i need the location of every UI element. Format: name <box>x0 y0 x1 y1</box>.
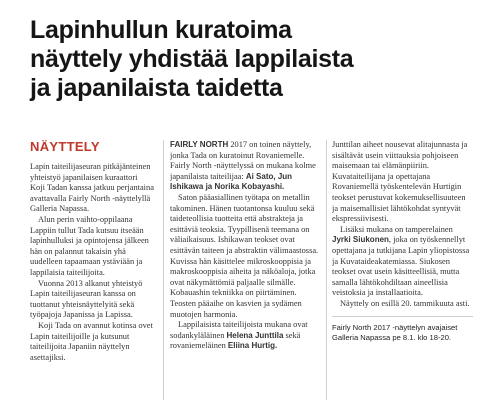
headline-line-2: näyttely yhdistää lappilaista <box>30 45 354 73</box>
article-headline <box>30 16 460 103</box>
paragraph: Junttilan aiheet nousevat alitajunnasta ja sisältävät usein viittauksia pohjoiseen maisemaan tai elämänpiiriin. Kuvataiteilijana ja opettajana Rovaniemellä työskentelevän Hurtigin teokset perustuvat kokemuksellisuuteen ja maisemallisiet lähtökohdat syntyvät ekspressiivisesti. <box>332 140 468 224</box>
artist-name: Helena Junttila <box>226 330 284 340</box>
headline-line-1: Lapinhullun kuratoima <box>30 16 292 44</box>
text-run: 2017 on toinen näyttely, jonka Tada on kuratoinut Rovaniemelle. Fairly North -näyttelyssä on mukana kolme japanilaista taiteilijaa: <box>170 140 316 181</box>
paragraph <box>170 320 320 352</box>
paragraph: Saton pääasiallinen työtapa on metallin takominen. Hänen tuotantonsa kuuluu sekä taideteollisia tuotteita että abstrakteja ja esittäviä teoksia. Tyypillisenä teemana on väliaikaisuus. Ishikawan teokset ovat esittävän taiteen ja abstraktin välimaastossa. Kuvissa hän käsittelee mikroskooppisia ja makroskooppisia aiheita ja näköaloja, jotka ovat näkymättömiä paljaalle silmälle. Kobauashin tekniikka on piirtäminen. Teosten pääaihe on kasvien ja sydämen muotojen harmonia. <box>170 192 319 319</box>
paragraph <box>170 140 320 193</box>
column-2 <box>170 140 320 400</box>
article-body <box>30 140 470 400</box>
paragraph: Vuonna 2013 alkanut yhteistyö Lapin taiteilijaseuran kanssa on tuottanut yhteisnäyttelyitä sekä työpajoja Japanissa ja Lapissa. <box>30 278 143 320</box>
text-run: , joka on työskennellyt opettajana ja tutkijana Lapin yliopistossa ja Kuvataideakatemiassa. Siukosen teokset ovat usein käsitteellisiä, mutta samalla lähtökohdiltaan aineellisia veistoksia ja installaatioita. <box>332 235 470 298</box>
column-divider <box>326 140 327 400</box>
column-3 <box>332 140 473 400</box>
caption-divider <box>332 316 473 317</box>
paragraph: Lapin taiteilijaseuran pitkäjänteinen yhteistyö japanilaisen kuraattori Koji Tadan kanssa jatkuu perjantaina avattavalla Fairly North -näyttelyllä Galleria Napassa. <box>30 162 154 214</box>
event-caption: Fairly North 2017 -näyttelyn avajaiset Galleria Napassa pe 8.1. klo 18-20. <box>332 322 458 342</box>
artist-name: Eliina Hurtig. <box>227 341 278 351</box>
text-run: Lappilaisista taiteilijoista mukana ovat sodankyläläinen <box>170 320 308 340</box>
paragraph: Koji Tada on avannut kotinsa ovet Lapin taiteilijoille ja kutsunut taiteilijoita Japaniin näyttelyn asettajiksi. <box>30 320 153 362</box>
text-run: Lisäksi mukana on tamperelainen <box>340 224 453 234</box>
paragraph: Näyttely on esillä 20. tammikuuta asti. <box>340 298 470 308</box>
artist-names: Ai Sato, Jun Ishikawa ja Norika Kobayashi. <box>170 171 293 192</box>
artist-name: Jyrki Siukonen <box>332 235 389 245</box>
paragraph <box>332 225 473 299</box>
text-run: sekä rovaniemeläinen <box>170 330 301 351</box>
headline-line-3: ja japanilaista taidetta <box>30 74 283 102</box>
lead-in: FAIRLY NORTH <box>170 140 229 149</box>
column-divider <box>163 140 164 400</box>
section-label: NÄYTTELY <box>30 140 100 154</box>
column-1 <box>30 140 154 400</box>
paragraph: Alun perin vaihto-oppilaana Lappiin tullut Tada kutsuu itseään lapinhulluksi ja opintojensa jälkeen hän on palannut takaisin yhä uudelleen tapaamaan ystäviään ja lappilaisia taiteilijoita. <box>30 214 149 277</box>
